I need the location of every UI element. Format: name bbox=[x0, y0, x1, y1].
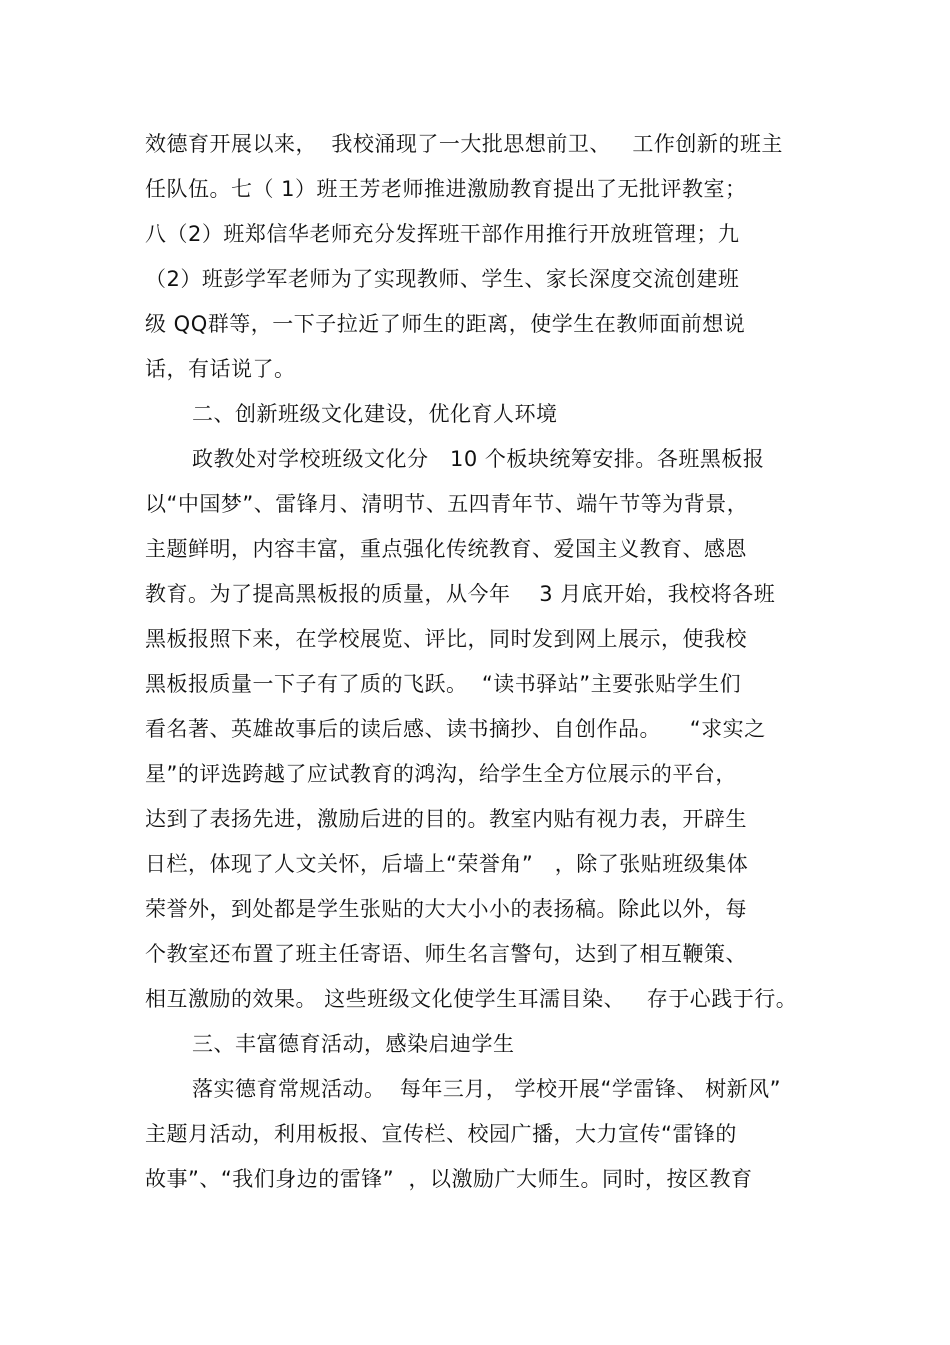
body-text-line: 落实德育常规活动。 每年三月， 学校开展“学雷锋、 树新风” bbox=[192, 1077, 781, 1101]
body-text-line: 任队伍。七（ 1）班王芳老师推进激励教育提出了无批评教室； bbox=[145, 177, 747, 201]
body-text-line: 故事”、“我们身边的雷锋” ，以激励广大师生。同时，按区教育 bbox=[145, 1167, 753, 1191]
body-text-line: 主题鲜明，内容丰富，重点强化传统教育、爱国主义教育、感恩 bbox=[145, 537, 747, 561]
body-text-line: 效德育开展以来， 我校涌现了一大批思想前卫、 工作创新的班主 bbox=[145, 132, 783, 156]
section-heading: 二、创新班级文化建设，优化育人环境 bbox=[192, 402, 558, 426]
body-text-line: 黑板报质量一下子有了质的飞跃。 “读书驿站”主要张贴学生们 bbox=[145, 672, 742, 696]
body-text-line: 黑板报照下来，在学校展览、评比，同时发到网上展示，使我校 bbox=[145, 627, 747, 651]
body-text-line: 星”的评选跨越了应试教育的鸿沟，给学生全方位展示的平台， bbox=[145, 762, 737, 786]
body-text-line: 以“中国梦”、雷锋月、清明节、五四青年节、端午节等为背景， bbox=[145, 492, 749, 516]
body-text-line: 八（2）班郑信华老师充分发挥班干部作用推行开放班管理；九 bbox=[145, 222, 740, 246]
body-text-line: 达到了表扬先进，激励后进的目的。教室内贴有视力表，开辟生 bbox=[145, 807, 747, 831]
body-text-line: （2）班彭学军老师为了实现教师、学生、家长深度交流创建班 bbox=[145, 267, 740, 291]
body-text-line: 日栏，体现了人文关怀，后墙上“荣誉角” ，除了张贴班级集体 bbox=[145, 852, 749, 876]
body-text-line: 教育。为了提高黑板报的质量，从今年 3 月底开始，我校将各班 bbox=[145, 582, 776, 606]
body-text-line: 政教处对学校班级文化分 10 个板块统筹安排。各班黑板报 bbox=[192, 447, 765, 471]
body-text-line: 个教室还布置了班主任寄语、师生名言警句，达到了相互鞭策、 bbox=[145, 942, 747, 966]
body-text-line: 看名著、英雄故事后的读后感、读书摘抄、自创作品。 “求实之 bbox=[145, 717, 766, 741]
body-text-line: 相互激励的效果。 这些班级文化使学生耳濡目染、 存于心践于行。 bbox=[145, 987, 798, 1011]
body-text-line: 主题月活动，利用板报、宣传栏、校园广播，大力宣传“雷锋的 bbox=[145, 1122, 737, 1146]
body-text-line: 级 QQ群等，一下子拉近了师生的距离，使学生在教师面前想说 bbox=[145, 312, 746, 336]
body-text-line: 话，有话说了。 bbox=[145, 357, 296, 381]
section-heading: 三、丰富德育活动，感染启迪学生 bbox=[192, 1032, 515, 1056]
body-text-line: 荣誉外，到处都是学生张贴的大大小小的表扬稿。除此以外，每 bbox=[145, 897, 747, 921]
